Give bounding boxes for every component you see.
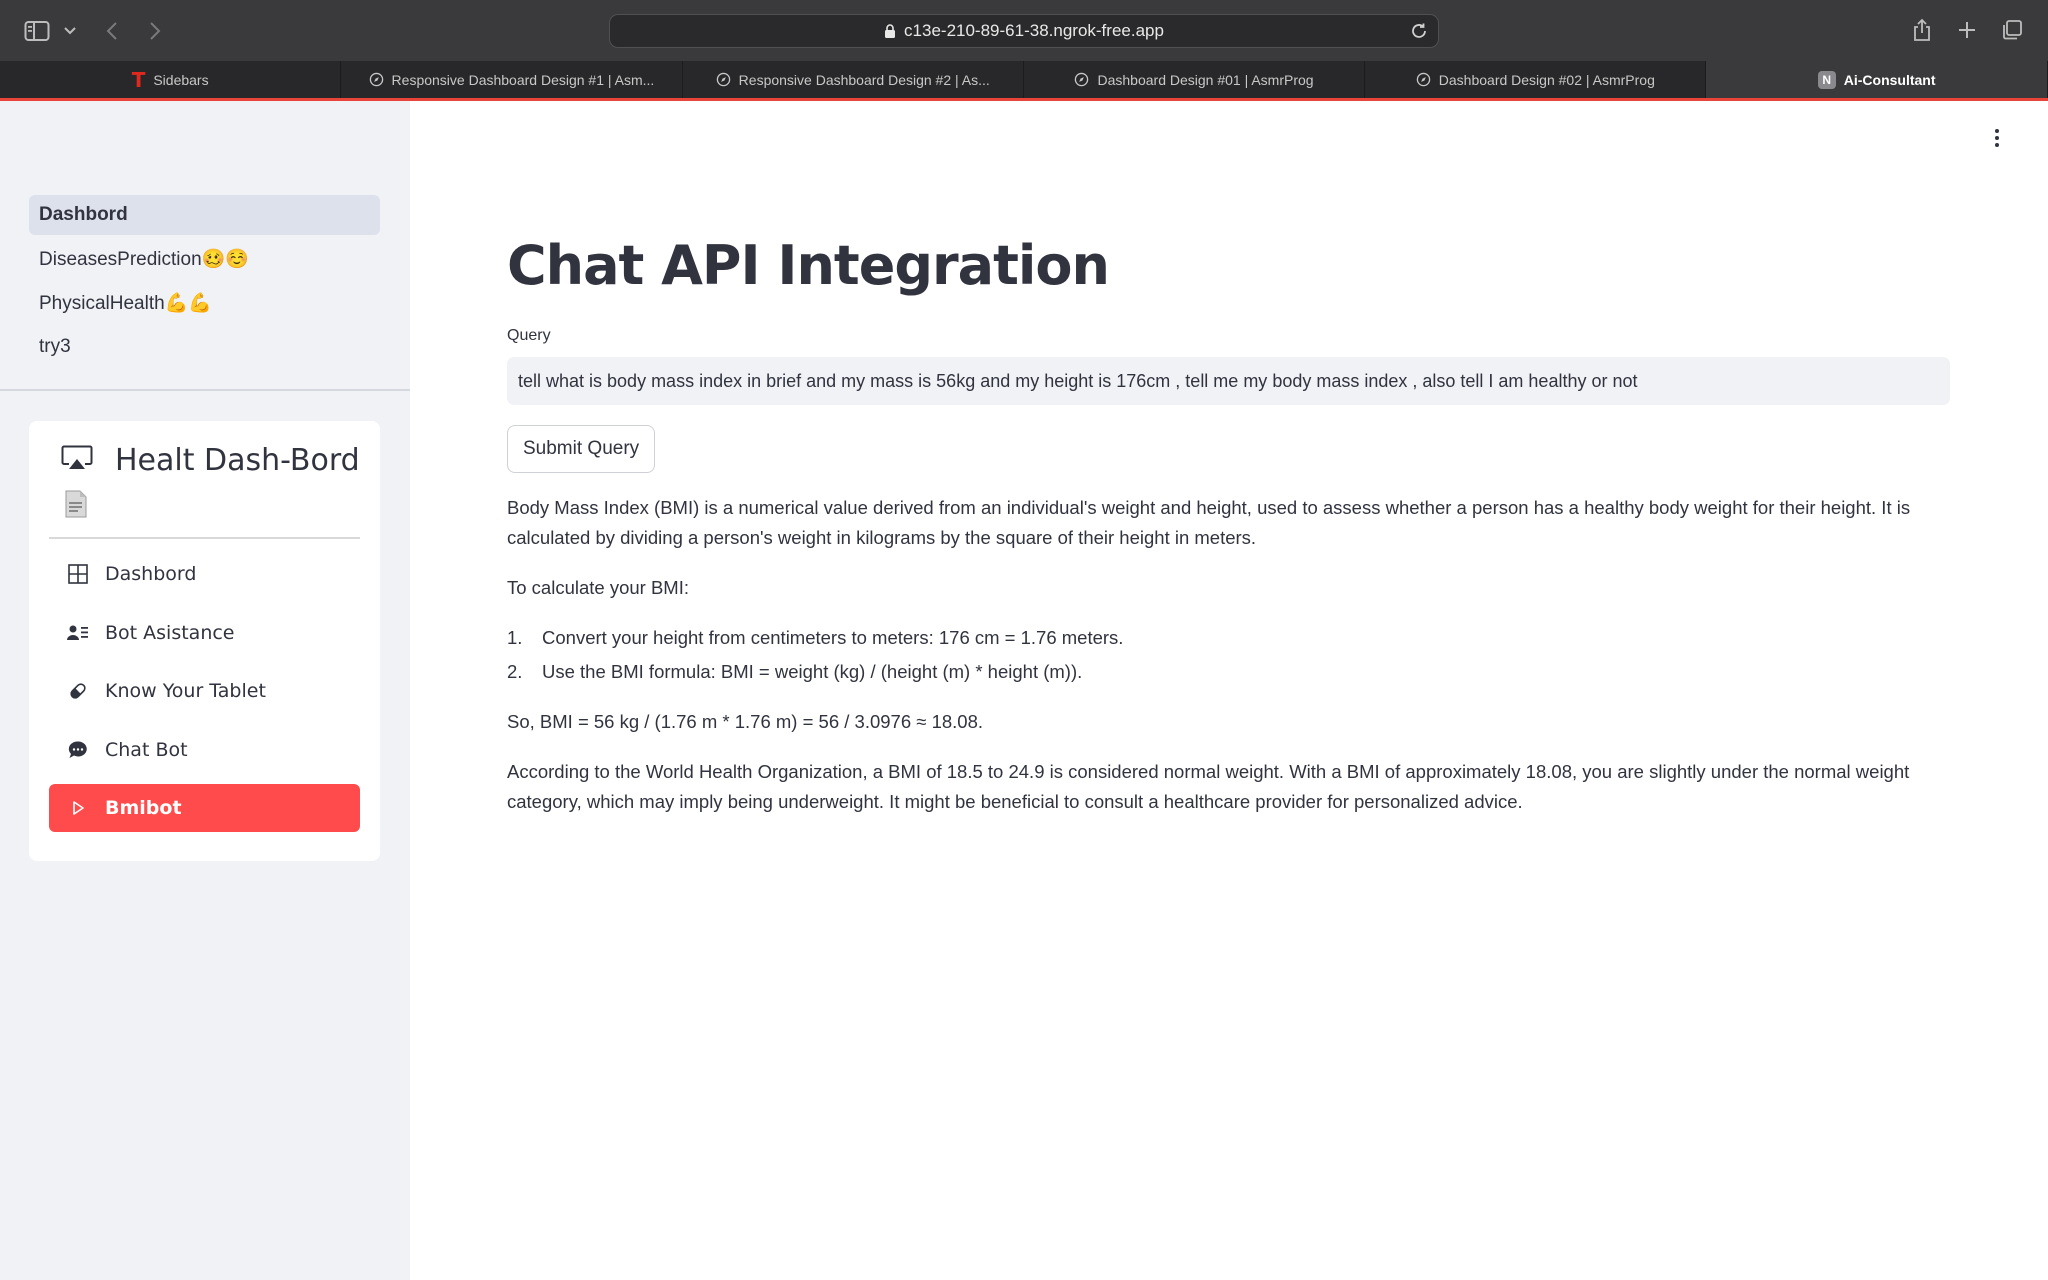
tab-dashboard-design-01[interactable]: [1024, 61, 1365, 98]
tab-responsive-dashboard-2[interactable]: [683, 61, 1024, 98]
address-bar[interactable]: [609, 14, 1439, 48]
menu-item-label: Dashbord: [105, 563, 197, 585]
forward-icon[interactable]: [145, 19, 165, 43]
capsule-icon: [67, 681, 89, 701]
query-input[interactable]: [507, 357, 1950, 405]
tab-dashboard-design-02[interactable]: [1365, 61, 1706, 98]
menu-item-label: Chat Bot: [105, 738, 188, 761]
menu-item-label: Know Your Tablet: [105, 680, 266, 702]
person-lines-icon: [67, 624, 89, 642]
play-icon: [67, 800, 89, 816]
answer-steps: [507, 623, 1950, 687]
tab-sidebars[interactable]: [0, 61, 341, 98]
chevron-down-icon[interactable]: [62, 24, 78, 38]
list-text: Convert your height from centimeters to meters: 176 cm = 1.76 meters.: [542, 627, 1124, 648]
tab-ai-consultant[interactable]: [1706, 61, 2047, 98]
document-image-icon: [63, 489, 89, 524]
browser-toolbar: [0, 0, 2048, 61]
option-menu: [29, 421, 380, 861]
tab-label: Responsive Dashboard Design #2 | As...: [738, 71, 990, 88]
menu-item-label: Bmibot: [105, 797, 182, 819]
compass-icon: [716, 72, 731, 87]
tab-bar: [0, 61, 2048, 98]
menu-item-label: Bot Asistance: [105, 621, 235, 644]
sidebar-link-diseases-prediction[interactable]: DiseasesPrediction🥴☺️: [39, 249, 249, 270]
query-label: Query: [507, 327, 551, 344]
menu-item-chat-bot[interactable]: [49, 726, 360, 774]
reload-icon[interactable]: [1410, 22, 1428, 45]
list-item: [507, 657, 1950, 687]
compass-icon: [1416, 72, 1431, 87]
page-title: Chat API Integration: [507, 234, 1109, 297]
sidebar-link-try3[interactable]: try3: [39, 336, 71, 357]
tab-label: Responsive Dashboard Design #1 | Asm...: [391, 71, 655, 88]
list-item: [507, 623, 1950, 653]
menu-divider: [49, 537, 360, 539]
tab-label: Dashboard Design #02 | AsmrProg: [1438, 71, 1655, 88]
tab-label: Dashboard Design #01 | AsmrProg: [1097, 71, 1314, 88]
t-logo-icon: T: [131, 67, 146, 92]
compass-icon: [369, 72, 384, 87]
menu-item-dashbord[interactable]: [49, 550, 360, 598]
menu-item-bot-asistance[interactable]: [49, 609, 360, 657]
answer-paragraph: Body Mass Index (BMI) is a numerical value derived from an individual's weight and height, used to assess whether a person has a healthy body weight for their height. It is calculated by dividing a person's weight in kilograms by the square of their height in meters.: [507, 497, 1911, 548]
main-menu-icon[interactable]: [1994, 128, 2000, 153]
menu-item-bmibot[interactable]: [49, 784, 360, 832]
grid-icon: [67, 564, 89, 584]
sidebar-divider: [0, 389, 410, 391]
tab-responsive-dashboard-1[interactable]: [341, 61, 682, 98]
new-tab-icon[interactable]: [1956, 19, 1978, 41]
airplay-icon: [61, 445, 93, 476]
lock-icon: [884, 24, 896, 39]
tab-label: Ai-Consultant: [1843, 71, 1936, 88]
share-icon[interactable]: [1911, 16, 1933, 44]
answer-paragraph: According to the World Health Organization, a BMI of 18.5 to 24.9 is considered normal weight. With a BMI of approximately 18.08, you are slightly under the normal weight category, which may imply being underweight. It might be beneficial to consult a healthcare provider for personalized advice.: [507, 761, 1910, 812]
answer-text: [507, 493, 1950, 837]
chat-dots-icon: [67, 740, 89, 760]
answer-paragraph: So, BMI = 56 kg / (1.76 m * 1.76 m) = 56 / 3.0976 ≈ 18.08.: [507, 711, 984, 732]
list-number: 1.: [507, 627, 523, 648]
sidebar: [0, 101, 410, 1280]
menu-item-know-your-tablet[interactable]: [49, 667, 360, 715]
tab-overview-icon[interactable]: [2000, 18, 2024, 42]
menu-items: [49, 550, 360, 843]
menu-title: Healt Dash-Bord: [115, 443, 360, 478]
sidebar-link-dashbord[interactable]: Dashbord: [29, 195, 380, 235]
tab-label: Sidebars: [153, 71, 209, 88]
sidebar-toggle-icon[interactable]: [24, 19, 50, 43]
submit-query-button[interactable]: Submit Query: [507, 425, 655, 473]
answer-paragraph: To calculate your BMI:: [507, 577, 689, 598]
sidebar-page-nav: [29, 195, 380, 371]
url-text: c13e-210-89-61-38.ngrok-free.app: [904, 21, 1164, 40]
compass-icon: [1074, 72, 1089, 87]
n-logo-icon: N: [1818, 71, 1836, 89]
list-number: 2.: [507, 661, 523, 682]
back-icon[interactable]: [102, 19, 122, 43]
menu-header: [61, 443, 360, 478]
sidebar-link-physical-health[interactable]: PhysicalHealth💪💪: [39, 293, 212, 314]
list-text: Use the BMI formula: BMI = weight (kg) / (height (m) * height (m)).: [542, 661, 1083, 682]
